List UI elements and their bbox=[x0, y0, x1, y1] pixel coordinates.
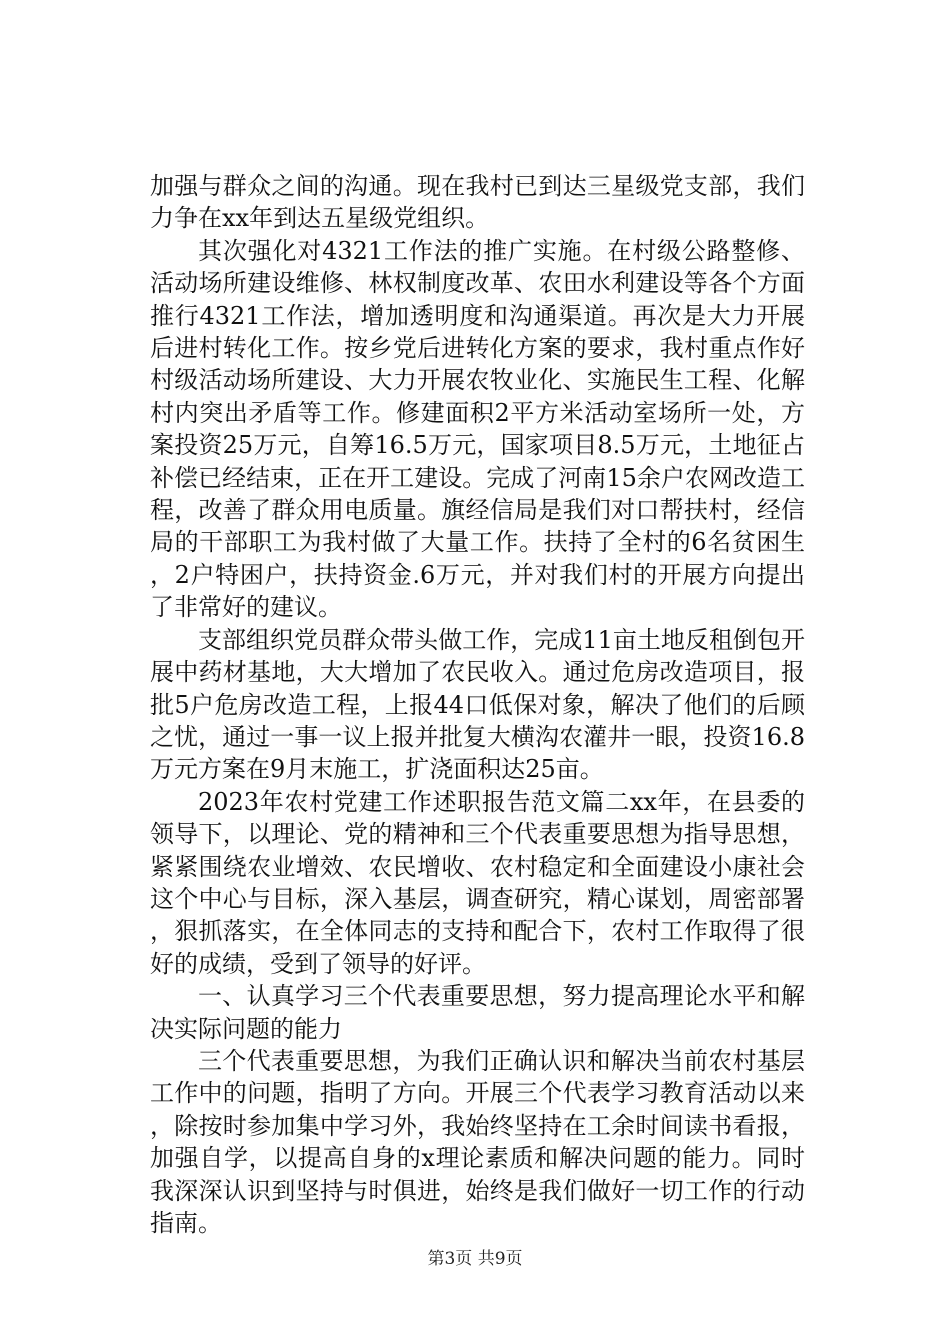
paragraph-3: 支部组织党员群众带头做工作，完成11亩土地反租倒包开展中药材基地，大大增加了农民收入。通过危房改造项目，报批5户危房改造工程，上报44口低保对象，解决了他们的后顾之忧，通过一事一议上报并批复大横沟农灌井一眼，投资16.8万元方案在9月末施工，扩浇面积达25亩。 bbox=[150, 625, 805, 784]
paragraph-2: 其次强化对4321工作法的推广实施。在村级公路整修、活动场所建设维修、林权制度改革、农田水利建设等各个方面推行4321工作法，增加透明度和沟通渠道。再次是大力开展后进村转化工作。按乡党后进转化方案的要求，我村重点作好村级活动场所建设、大力开展农牧业化、实施民生工程、化解村内突出矛盾等工作。修建面积2平方米活动室场所一处，方案投资25万元，自筹16.5万元，国家项目8.5万元，土地征占补偿已经结束，正在开工建设。完成了河南15余户农网改造工程，改善了群众用电质量。旗经信局是我们对口帮扶村，经信局的干部职工为我村做了大量工作。扶持了全村的6名贫困生，2户特困户，扶持资金.6万元，并对我们村的开展方向提出了非常好的建议。 bbox=[150, 236, 805, 622]
paragraph-5: 三个代表重要思想，为我们正确认识和解决当前农村基层工作中的问题，指明了方向。开展三个代表学习教育活动以来，除按时参加集中学习外，我始终坚持在工余时间读书看报，加强自学，以提高自身的x理论素质和解决问题的能力。同时我深深认识到坚持与时俱进，始终是我们做好一切工作的行动指南。 bbox=[150, 1046, 805, 1237]
page-number-footer: 第3页 共9页 bbox=[427, 1249, 523, 1269]
document-body bbox=[150, 170, 805, 1239]
section-heading-1: 一、认真学习三个代表重要思想，努力提高理论水平和解决实际问题的能力 bbox=[150, 982, 805, 1043]
paragraph-1: 加强与群众之间的沟通。现在我村已到达三星级党支部，我们力争在xx年到达五星级党组织。 bbox=[150, 172, 805, 233]
paragraph-4: 2023年农村党建工作述职报告范文篇二xx年，在县委的领导下，以理论、党的精神和三个代表重要思想为指导思想，紧紧围绕农业增效、农民增收、农村稳定和全面建设小康社会这个中心与目标，深入基层，调查研究，精心谋划，周密部署，狠抓落实，在全体同志的支持和配合下，农村工作取得了很好的成绩，受到了领导的好评。 bbox=[150, 787, 805, 978]
